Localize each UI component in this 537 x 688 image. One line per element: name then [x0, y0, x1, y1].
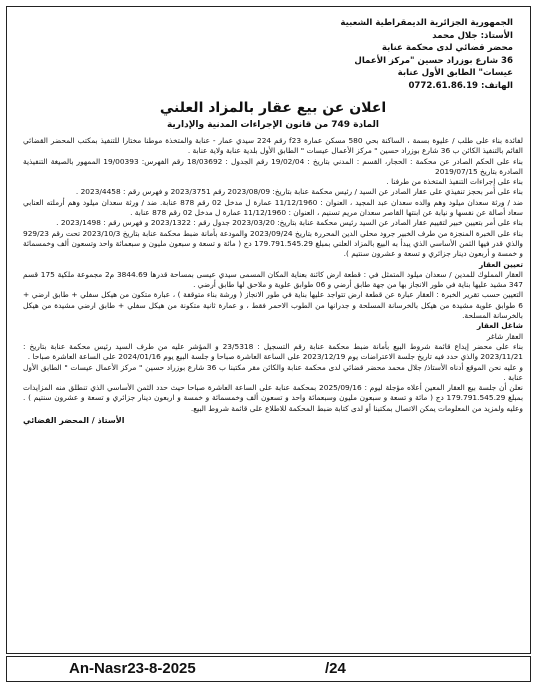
header-address-street: 36 شارع بوزراد حسين "مركز الأعمال: [354, 55, 513, 66]
section-heading-property: تعيين العقار: [478, 259, 523, 269]
paragraph-judgment: بناء على الحكم الصادر عن محكمة : الحجار، القسم : المدني بتاريخ : 19/02/04 رقم الجدول : 18/03692 رقم الفهرس: 19/00393 الممهور بالصيغة التنفيذية الصادرة بتاريخ 2019/07/15: [23, 156, 523, 176]
header-bailiff-name: الأستاذ: جلال محمد: [432, 30, 513, 41]
paragraph-expert-description: التعيين حسب تقرير الخبرة : العقار عبارة عن قطعة ارض تتواجد عليها بناية في طور الانجاز ( ورشة بناء متوقفة ) ، عبارة متكون من هيكل سفلي + طابق ارضي + 6 طوابق علوية مشيدة من هيكل بالخرسانة المسلحة و جدرانها من الطوب الاحمر فقط ، و عمارة ثانية متكونة من هيكل سفلي + طابق ارضي مشيدة من هيكل بالخرسانة المسلحة.: [23, 290, 523, 321]
newspaper-footer: [6, 656, 531, 682]
paragraph-procedures: بناء على إجراءات التنفيذ المتخذة من طرفنا .: [386, 177, 523, 187]
announcement-content: [23, 17, 523, 647]
paragraph-seizure-order: بناء على أمر بحجز تنفيذي على عقار الصادر عن السيد / رئيس محكمة عنابة بتاريخ: 2023/08/09 رقم 2023/3751 و فهرس رقم : 2023/4458 .: [75, 187, 523, 197]
bailiff-header: [23, 17, 523, 92]
paragraph-bailiff: و عليه نحن الموقع أدناه الأستاذ/ جلال محمد محضر قضائي لدى محكمة عنابة والكائن مقر مكتبنا ب 36 شارع بوزراد حسين " مركز الأعمال عيسات " الطابق الأول عنابة .: [23, 362, 523, 382]
announcement-frame: [6, 6, 531, 654]
paragraph-beneficiary: لفائدة بناء على طلب / عليوة بسمة ، الساكنة بحي 580 مسكن عمارة f23 رقم 224 سيدي عمار - عنابة والمتخذة موطنا مختارا للتنفيذ بمكتب المحضر القضائي القائم بالتنفيذ الكائن ب 36 شارع بوزراد حسين " مركز الأعمال عيسات " الطابق الأول بلدية عنابة ولاية عنابة .: [23, 136, 523, 156]
paragraph-conditions: بناء على محضر إيداع قائمة شروط البيع بأمانة ضبط محكمة عنابة رقم التسجيل : 23/5318 و المؤشر عليه من طرف السيد رئيس محكمة عنابة بتاريخ : 2023/11/21 والذي حدد فيه تاريخ جلسة الاعتراضات يوم 2023/12/19 على الساعة العاشرة صباحا و جلسة البيع يوم 2024/01/16 على الساعة العاشرة صباحا .: [23, 341, 523, 362]
announcement-title: اعلان عن بيع عقار بالمزاد العلني: [159, 100, 387, 116]
paragraph-sale-date: نعلن أن جلسة بيع العقار المعين أعلاه مؤجلة ليوم : 2025/09/16 بمحكمة عنابة على الساعة العاشرة صباحا حيث حدد الثمن الأساسي الذي تنطلق منه المزايدات بمبلغ 179.791.545.29 دج ( مائة و تسعة و سبعون مليون وسبعمائة واحد و تسعون ألف وخمسمائة و خمسة و اربعون دينار جزائري و تسعة و عشرون سنتيم ) . وعليه ولمزيد من المعلومات يمكن الاتصال بمكتبنا أو لدى كتابة ضبط المحكمة للاطلاع على قائمة شروط البيع.: [23, 383, 523, 413]
page-number: /24: [325, 660, 346, 677]
paragraph-debtors: ضد / ورثة سعدان ميلود وهم والده سعدان عبد المجيد ، العنوان : 11/12/1960 عمارة ل مدخل 02 رقم 878 عنابة. ضد / ورثة سعدان ميلود وهم أرملته العنابي سعاد أصالة عن نفسها و نيابة عن ابنتها القاصر سعدان مريم تسنيم ، العنوان : 11/12/1960 عمارة ل مدخل 02 رقم 878 عنابة .: [23, 197, 523, 218]
announcement-subtitle: المادة 749 من قانون الإجراءات المدنية والإدارية: [166, 120, 380, 130]
header-address-floor: عيسات" الطابق الأول عنابة: [397, 68, 513, 78]
header-republic: الجمهورية الجزائرية الديمقراطية الشعبية: [340, 18, 513, 28]
paragraph-expertise: بناء على الخبرة المنجزة من طرف الخبير جرود محلي الدين المحررة بتاريخ 2023/09/24 والمودعة بأمانة ضبط محكمة عنابة بتاريخ 2023/10/3 تحت رقم 929/23 والذي قدر فيها الثمن الأساسي الذي يبدأ به البيع بالمزاد العلني بمبلغ 179.791.545.29 دج ( مائة و تسعة و سبعون مليون و سبعمائة واحد وتسعون ألف وخمسمائة و خمسة و أربعون دينار جزائري و تسعة و عشرون سنتيم ).: [23, 228, 524, 259]
header-court: محضر قضائي لدى محكمة عنابة: [381, 43, 513, 53]
section-heading-occupant: شاغل العقار: [476, 321, 523, 331]
header-phone: الهاتف: 0772.61.86.19: [408, 80, 513, 91]
signature: الأستاذ / المحضر القضائي: [23, 416, 125, 426]
paragraph-vacant: العقار شاغر: [486, 331, 523, 341]
paragraph-property: العقار المملوك للمدين / سعدان ميلود المتمثل في : قطعة ارض كائنة بعناية المكان المسمى سيدي عيسى بمساحة قدرها 3844.69 م2 مجموعة ملكية 175 قسم 347 مشيد عليها بناية في طور الانجاز بها من جهة طابق أرضي و 06 طوابق علوية و ملاحق لها طابق أرضي .: [23, 269, 523, 290]
newspaper-date: An-Nasr23-8-2025: [69, 660, 196, 677]
paragraph-expert-order: بناء على أمر بتعيين خبير لتقييم عقار الصادر عن السيد رئيس محكمة عنابة بتاريخ: 2023/03/20 جدول رقم : 2023/1322 و فهرس رقم : 2023/1498 .: [56, 218, 523, 228]
announcement-body: [23, 136, 523, 414]
